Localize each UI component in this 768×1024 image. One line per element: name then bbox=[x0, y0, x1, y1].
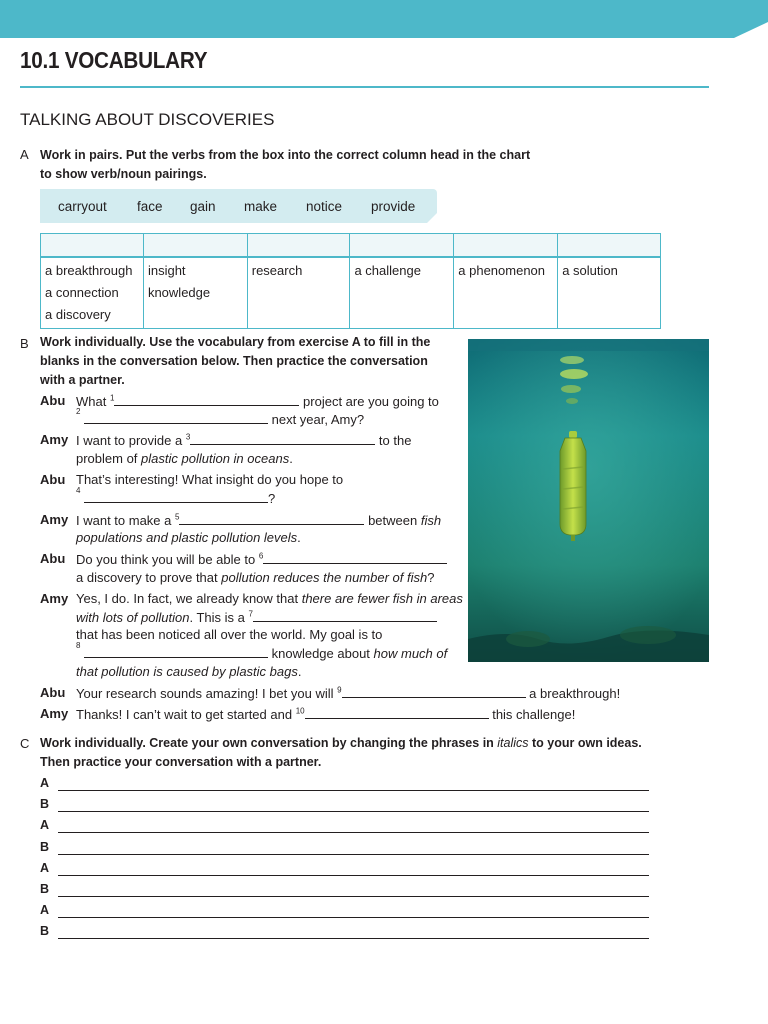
word-box-item: provide bbox=[371, 199, 416, 214]
answer-blank[interactable] bbox=[342, 685, 526, 698]
dialogue-line bbox=[76, 451, 293, 466]
blank-number: 4 bbox=[76, 486, 81, 495]
dialogue-italic-phrase: there are fewer fish in areas bbox=[301, 591, 463, 606]
dialogue-line bbox=[76, 432, 411, 448]
chart-cell bbox=[41, 257, 144, 329]
speaker-label: Abu bbox=[40, 472, 66, 487]
dialogue-text: this challenge! bbox=[488, 707, 576, 722]
dialogue-line bbox=[76, 512, 441, 528]
answer-line-label: A bbox=[40, 861, 50, 875]
dialogue-text: . bbox=[297, 664, 302, 679]
dialogue-text: . bbox=[289, 451, 293, 466]
answer-blank[interactable] bbox=[84, 490, 268, 503]
dialogue-text: Your research sounds amazing! I bet you will bbox=[76, 686, 338, 701]
section-c-letter: C bbox=[20, 736, 30, 751]
section-b-instruction-line: blanks in the conversation below. Then practice the conversation bbox=[40, 354, 428, 368]
dialogue-text: What bbox=[76, 394, 110, 409]
answer-line-label: A bbox=[40, 776, 50, 790]
section-a-instruction-line: Work in pairs. Put the verbs from the box into the correct column head in the chart bbox=[40, 148, 531, 162]
speaker-label: Abu bbox=[40, 551, 66, 566]
word-box bbox=[40, 189, 437, 223]
instruction-text: to your own ideas. bbox=[528, 736, 642, 750]
dialogue-text: Thanks! I can’t wait to get started and bbox=[76, 707, 296, 722]
answer-blank[interactable] bbox=[179, 512, 364, 525]
section-a-instruction-line: to show verb/noun pairings. bbox=[40, 167, 207, 181]
answer-blank[interactable] bbox=[253, 609, 437, 622]
answer-line[interactable] bbox=[58, 875, 649, 876]
dialogue-line bbox=[76, 609, 437, 625]
dialogue-italic-phrase: how much of bbox=[373, 646, 448, 661]
dialogue-italic-phrase: that pollution is caused by plastic bags bbox=[76, 664, 298, 679]
section-c-instruction-line: Then practice your conversation with a partner. bbox=[40, 755, 322, 769]
blank-number: 10 bbox=[295, 706, 305, 716]
chart-noun: a challenge bbox=[354, 263, 421, 278]
answer-blank[interactable] bbox=[263, 551, 447, 564]
dialogue-italic-phrase: pollution reduces the number of fish bbox=[221, 570, 428, 585]
answer-line[interactable] bbox=[58, 832, 649, 833]
speaker-label: Amy bbox=[40, 706, 69, 721]
dialogue-italic-phrase: plastic pollution in oceans bbox=[141, 451, 290, 466]
word-box-item: face bbox=[137, 199, 163, 214]
dialogue-text: I want to provide a bbox=[76, 433, 186, 448]
instruction-italic: italics bbox=[497, 736, 529, 750]
speaker-label: Amy bbox=[40, 512, 69, 527]
speaker-label: Amy bbox=[40, 591, 69, 606]
section-a-instructions bbox=[40, 146, 530, 184]
dialogue-line bbox=[84, 411, 364, 427]
chart-cell bbox=[558, 257, 661, 329]
chart-cell bbox=[350, 257, 454, 329]
header-bar-corner bbox=[734, 22, 768, 38]
answer-blank[interactable] bbox=[114, 393, 299, 406]
dialogue-line bbox=[76, 530, 301, 545]
answer-line[interactable] bbox=[58, 790, 649, 791]
dialogue-text: between bbox=[364, 513, 421, 528]
word-box-item: notice bbox=[306, 199, 343, 214]
blank-number: 3 bbox=[185, 432, 191, 442]
chart-column-head[interactable] bbox=[247, 234, 350, 258]
answer-line[interactable] bbox=[58, 854, 649, 855]
header-bar bbox=[0, 0, 768, 38]
blank-number: 6 bbox=[258, 551, 264, 561]
section-b-instruction-line: with a partner. bbox=[40, 373, 125, 387]
chart-column-head[interactable] bbox=[454, 234, 558, 258]
section-c-instructions bbox=[40, 734, 642, 772]
page-title: 10.1 VOCABULARY bbox=[20, 47, 208, 73]
section-b-instructions bbox=[40, 333, 430, 390]
dialogue-text: knowledge about bbox=[268, 646, 374, 661]
answer-line-label: B bbox=[40, 840, 50, 854]
chart-column-head[interactable] bbox=[41, 234, 144, 258]
dialogue-text: I want to make a bbox=[76, 513, 175, 528]
blank-number: 8 bbox=[76, 641, 81, 650]
chart-noun: a phenomenon bbox=[458, 263, 546, 278]
word-box-item: make bbox=[244, 199, 278, 214]
dialogue-text: that has been noticed all over the world. My goal is to bbox=[76, 627, 383, 642]
answer-line-label: B bbox=[40, 882, 50, 896]
chart-noun: a connection bbox=[45, 285, 119, 300]
dialogue-text: next year, Amy? bbox=[268, 412, 365, 427]
dialogue-line bbox=[84, 645, 447, 661]
blank-number: 7 bbox=[248, 609, 253, 619]
word-box-item: gain bbox=[190, 199, 216, 214]
dialogue-line bbox=[76, 570, 434, 585]
dialogue-text: Do you think you will be able to bbox=[76, 552, 259, 567]
dialogue-line bbox=[76, 685, 620, 701]
dialogue-text: ? bbox=[427, 570, 435, 585]
title-rule bbox=[20, 86, 709, 88]
section-c-instruction-line bbox=[40, 734, 642, 753]
chart-noun: research bbox=[251, 263, 303, 278]
section-b-instruction-line: Work individually. Use the vocabulary from exercise A to fill in the bbox=[40, 335, 431, 349]
answer-line[interactable] bbox=[58, 811, 649, 812]
answer-line[interactable] bbox=[58, 917, 649, 918]
dialogue-text: a breakthrough! bbox=[525, 686, 621, 701]
speaker-label: Abu bbox=[40, 393, 66, 408]
blank-number: 9 bbox=[337, 685, 342, 695]
chart-noun: a discovery bbox=[45, 307, 111, 322]
chart-cell bbox=[143, 257, 247, 329]
speaker-label: Amy bbox=[40, 432, 69, 447]
answer-blank[interactable] bbox=[305, 706, 489, 719]
answer-line[interactable] bbox=[58, 896, 649, 897]
dialogue-text: project are you going to bbox=[299, 394, 439, 409]
answer-blank[interactable] bbox=[84, 645, 268, 658]
dialogue-italic-phrase: with lots of pollution bbox=[76, 610, 190, 625]
dialogue-line bbox=[76, 551, 447, 567]
chart-column-head[interactable] bbox=[350, 234, 454, 258]
dialogue-text: ? bbox=[268, 491, 276, 506]
section-a-letter: A bbox=[20, 147, 29, 162]
dialogue-italic-phrase: populations and plastic pollution levels bbox=[76, 530, 298, 545]
answer-blank[interactable] bbox=[84, 411, 268, 424]
section-subtitle: TALKING ABOUT DISCOVERIES bbox=[20, 110, 275, 129]
dialogue-text: That’s interesting! What insight do you hope to bbox=[76, 472, 344, 487]
dialogue-text: problem of bbox=[76, 451, 142, 466]
answer-blank[interactable] bbox=[190, 432, 375, 445]
chart-noun: a breakthrough bbox=[45, 263, 133, 278]
dialogue-line bbox=[76, 706, 575, 722]
verb-noun-chart bbox=[40, 233, 661, 329]
chart-noun: knowledge bbox=[147, 285, 211, 300]
blank-number: 1 bbox=[109, 393, 115, 403]
answer-line-label: B bbox=[40, 924, 50, 938]
chart-cell bbox=[454, 257, 558, 329]
dialogue-line bbox=[76, 472, 343, 487]
chart-noun: a solution bbox=[562, 263, 618, 278]
section-b-letter: B bbox=[20, 336, 29, 351]
chart-noun: insight bbox=[147, 263, 186, 278]
dialogue-line bbox=[76, 627, 382, 642]
blank-number: 5 bbox=[175, 512, 180, 522]
dialogue-line bbox=[76, 664, 301, 679]
instruction-text: Work individually. Create your own conversation by changing the phrases in bbox=[40, 736, 498, 750]
dialogue-line bbox=[76, 393, 439, 409]
dialogue-text: to the bbox=[375, 433, 412, 448]
dialogue-text: . This is a bbox=[189, 610, 249, 625]
blank-number: 2 bbox=[76, 407, 81, 416]
answer-line-label: B bbox=[40, 797, 50, 811]
dialogue-text: . bbox=[297, 530, 301, 545]
dialogue-italic-phrase: fish bbox=[420, 513, 442, 528]
plastic-bottle-underwater-photo bbox=[468, 339, 709, 662]
chart-column-head[interactable] bbox=[143, 234, 247, 258]
dialogue-line bbox=[76, 591, 463, 606]
dialogue-text: a discovery to prove that bbox=[76, 570, 222, 585]
answer-line-label: A bbox=[40, 903, 50, 917]
answer-line[interactable] bbox=[58, 938, 649, 939]
speaker-label: Abu bbox=[40, 685, 66, 700]
answer-line-label: A bbox=[40, 818, 50, 832]
chart-cell bbox=[247, 257, 350, 329]
word-box-item: carryout bbox=[58, 199, 107, 214]
chart-column-head[interactable] bbox=[558, 234, 661, 258]
dialogue-line bbox=[84, 490, 275, 506]
dialogue-text: Yes, I do. In fact, we already know that bbox=[76, 591, 302, 606]
